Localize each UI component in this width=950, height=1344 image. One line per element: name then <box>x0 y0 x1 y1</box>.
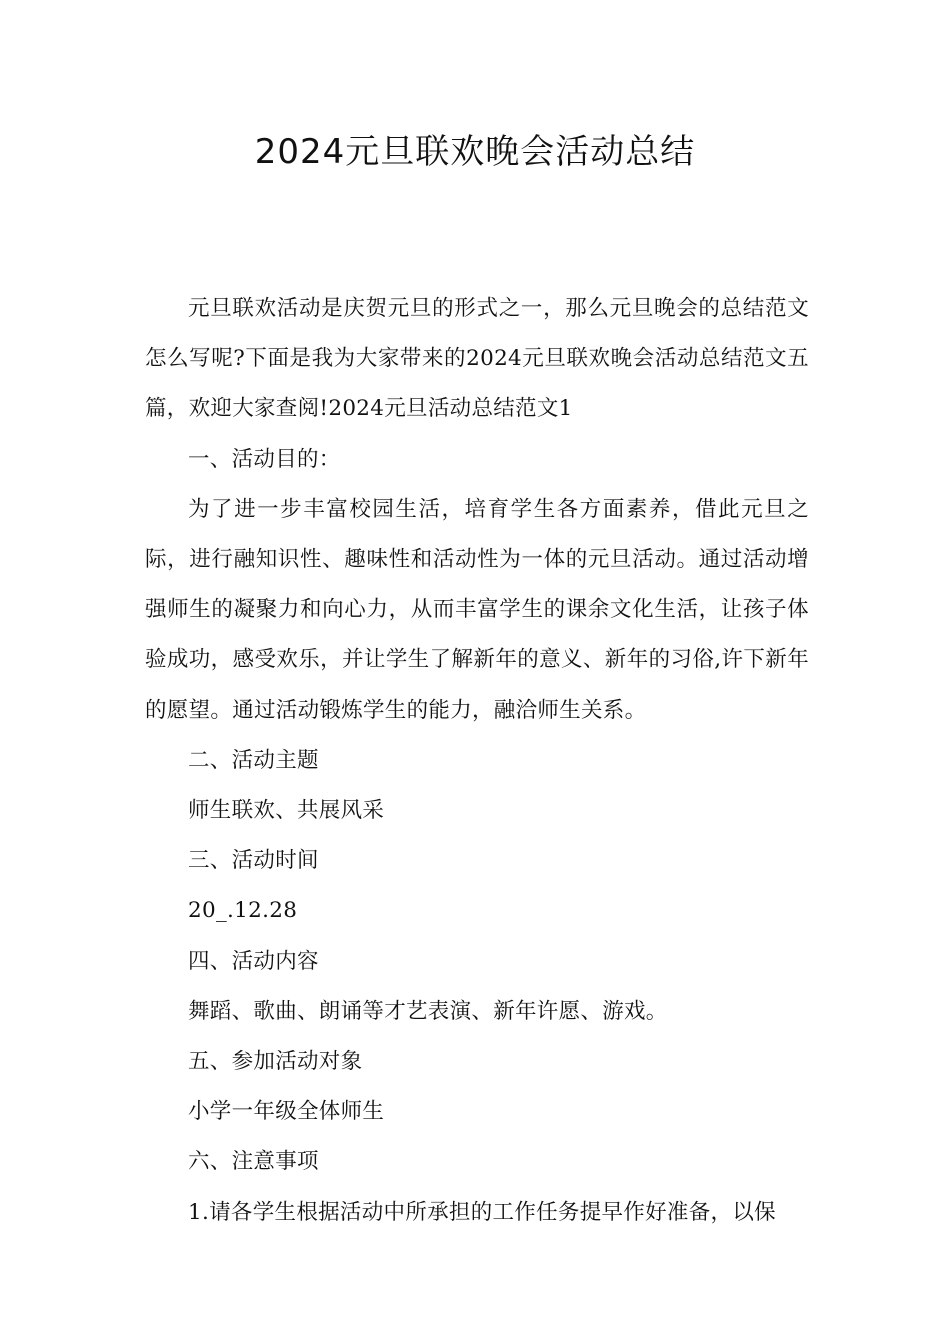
theme-text: 师生联欢、共展风采 <box>188 798 385 824</box>
time-text: 20_.12.28 <box>188 898 298 924</box>
purpose-paragraph: 为了进一步丰富校园生活，培育学生各方面素养，借此元旦之际，进行融知识性、趣味性和活动性为一体的元旦活动。通过活动增强师生的凝聚力和向心力，从而丰富学生的课余文化生活，让孩子体验成功，感受欢乐，并让学生了解新年的意义、新年的习俗,许下新年的愿望。通过活动锻炼学生的能力，融洽师生关系。 <box>145 496 809 723</box>
document-title: 2024元旦联欢晚会活动总结 <box>254 132 696 172</box>
section-heading-participants: 五、参加活动对象 <box>188 1049 363 1075</box>
section-heading-theme: 二、活动主题 <box>188 747 319 773</box>
section-heading-time: 三、活动时间 <box>188 848 319 874</box>
participants-text: 小学一年级全体师生 <box>188 1099 385 1125</box>
section-heading-notes: 六、注意事项 <box>188 1149 319 1175</box>
section-heading-content: 四、活动内容 <box>188 948 319 974</box>
content-text: 舞蹈、歌曲、朗诵等才艺表演、新年许愿、游戏。 <box>188 998 668 1024</box>
intro-paragraph: 元旦联欢活动是庆贺元旦的形式之一，那么元旦晚会的总结范文怎么写呢?下面是我为大家带来的2024元旦联欢晚会活动总结范文五篇，欢迎大家查阅!2024元旦活动总结范文1 <box>145 296 809 422</box>
section-heading-purpose: 一、活动目的： <box>188 446 341 472</box>
notes-item-1: 1.请各学生根据活动中所承担的工作任务提早作好准备，以保 <box>188 1199 776 1225</box>
document-body <box>145 284 809 1238</box>
